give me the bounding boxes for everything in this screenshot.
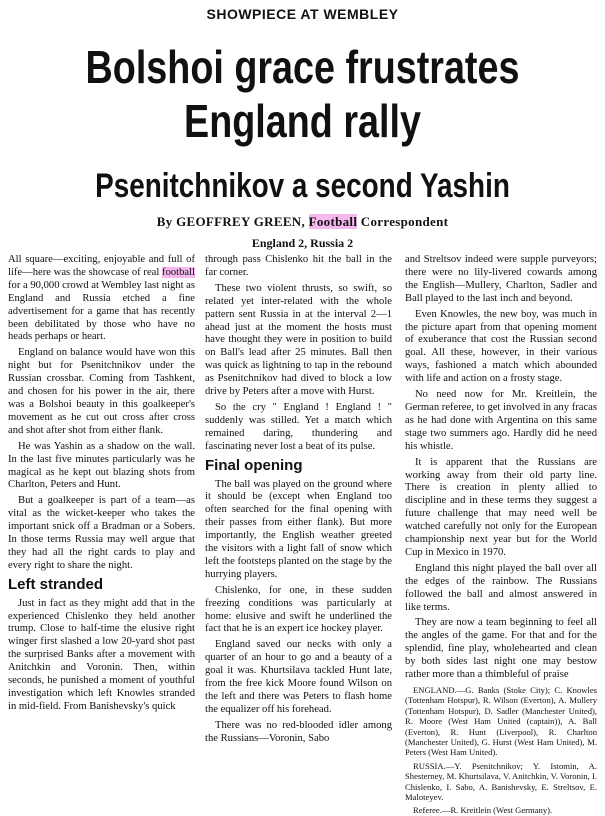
paragraph: Just in fact as they might add that in the experienced Chislenko they held another trump. Close to half-time the elusive right winger first slashed a low 20-yard shot past the surprised Banks after a movement with Anitchkin and Voronin. Then, within seconds, he punished a moment of youthful investigation which left Knowles stranded in mid-field. From Banishevsky's quick bbox=[8, 597, 195, 712]
paragraph: through pass Chislenko hit the ball in the far corner. bbox=[205, 254, 392, 278]
paragraph: and Streltsov indeed were supple purveyors; there were no lily-livered cowards among the English—Mullery, Charlton, Sadler and Ball played to the last inch and beyond. bbox=[405, 254, 597, 304]
article-column-1 bbox=[8, 254, 195, 754]
section-heading: Left stranded bbox=[8, 575, 104, 593]
paragraph: Even Knowles, the new boy, was much in the picture apart from that opening moment of exuberance that cost the Russian second goal. All these, however, in their various ways, fashioned a match which abounded with life and action on a frosty stage. bbox=[405, 308, 597, 385]
paragraph: No need now for Mr. Kreitlein, the German referee, to get involved in any fracas as he had done with Argentina on this same stage two summers ago. Hardly did he need his whistle. bbox=[405, 389, 597, 452]
paragraph: The ball was played on the ground where it should be (except when England too often searched for the final opening with their passes from either flank). But more importantly, the English weather greeted the visitors with a light fall of snow which left the footsteps planted on the stage by the hurrying players. bbox=[205, 478, 392, 580]
paragraph: There was no red-blooded idler among the Russians—Voronin, Sabo bbox=[205, 719, 392, 744]
subheadline: Psenitchnikov a second Yashin bbox=[95, 167, 510, 205]
highlighted-word: football bbox=[162, 266, 195, 278]
headline-line-2: England rally bbox=[184, 95, 421, 147]
paragraph: It is apparent that the Russians are working away from their old party line. There is creation in plenty allied to discipline and in these terms they suggest a future challenge that may need well be watched carefully not only for the European championship next year but for the World Cup in Mexico in 1970. bbox=[405, 456, 597, 558]
paragraph: He was Yashin as a shadow on the wall. In the last five minutes particularly was he magical as he kept out blazing shots from Charlton, Peters and Hunt. bbox=[8, 440, 195, 491]
paragraph: They are now a team beginning to feel all the angles of the game. For that and for the splendid, fine play, wholehearted and clean by both sides last night one may bestow rather more than a thimbleful of praise bbox=[405, 617, 597, 681]
paragraph: So the cry " England ! England ! " suddenly was stilled. Yet a match which remained daring, thundering and fascinating never lost a beat of its pulse. bbox=[205, 401, 392, 452]
byline-role: Correspondent bbox=[360, 214, 449, 229]
score-line: England 2, Russia 2 bbox=[251, 236, 354, 250]
byline-highlight: Football bbox=[308, 214, 358, 229]
article-column-3 bbox=[405, 254, 597, 816]
text-run: All square—exciting, enjoyable and full of life—here was the showcase of real bbox=[8, 254, 195, 278]
paragraph bbox=[8, 254, 195, 344]
article-column-2 bbox=[205, 254, 392, 754]
paragraph: England this night played the ball over all the edges of the rainbow. The Russians followed the ball and almost answered in like terms. bbox=[405, 562, 597, 613]
england-team-list: ENGLAND.—G. Banks (Stoke City); C. Knowles (Tottenham Hotspur), R. Wilson (Everton), A. Mullery (Tottenham Hotspur), D. Sadler (Manchester United), R. Moore (West Ham United (captain)), A. Ball (Everton), R. Hunt (Liverpool), R. Charlton (Manchester United), G. Hurst (West Ham United), M. Peters (West Ham United). bbox=[405, 685, 597, 758]
referee-line: Referee.—R. Kreitlein (West Germany). bbox=[413, 805, 553, 816]
paragraph: England on balance would have won this night but for Psenitchnikov under the Russian crossbar. Coming from Tashkent, and chosen for his power in the air, there was a Bolshoi beauty in this goalkeeper's movement as he cut out cross after cross and shot after shot from either flank. bbox=[8, 347, 195, 436]
russia-team-list: RUSSIA.—Y. Psenitchnikov; Y. Istomin, A. Shesterney, M. Khurtsilava, V. Anitchkin, V. Voronin, I. Chislenko, I. Sabo, A. Banishevsky, E. Streltsov, E. Maloteyev. bbox=[405, 760, 597, 803]
section-heading: Final opening bbox=[205, 456, 303, 474]
kicker: SHOWPIECE AT WEMBLEY bbox=[206, 6, 399, 22]
text-run: for a 90,000 crowd at Wembley last night as England and Russia etched a fine advertisement for a game that has recently been debilitated by those who have no heads perhaps or heart. bbox=[8, 279, 195, 343]
paragraph: These two violent thrusts, so swift, so related yet inter-related with the whole pattern sent Russia in at the interval 2—1 ahead just at the moment the hosts must have thought they were in position to build on Ball's lead after 25 minutes. Ball then was quick as lightning to tap in the rebound as Psenitchnikov had dived to block a low drive by Peters after a move with Hurst. bbox=[205, 282, 392, 398]
byline bbox=[0, 214, 605, 230]
headline-line-1: Bolshoi grace frustrates bbox=[85, 41, 520, 93]
headline bbox=[54, 40, 550, 148]
paragraph: Chislenko, for one, in these sudden freezing conditions was particularly at home: elusive and swift he underlined the fact that he is an expert ice hockey player. bbox=[205, 584, 392, 635]
byline-author: By GEOFFREY GREEN, bbox=[156, 214, 306, 229]
paragraph: But a goalkeeper is part of a team—as vital as the wicket-keeper who takes the important snick off a Bradman or a Sobers. In those terms Russia may well argue that they had all the right cards to play and every right to share the night. bbox=[8, 495, 195, 571]
paragraph: England saved our necks with only a quarter of an hour to go and a beauty of a goal it was. Khurtsilava tackled Hunt late, from the free kick Moore found Wilson on the left and there was Peters to flash home the equalizer off his forehead. bbox=[205, 639, 392, 715]
